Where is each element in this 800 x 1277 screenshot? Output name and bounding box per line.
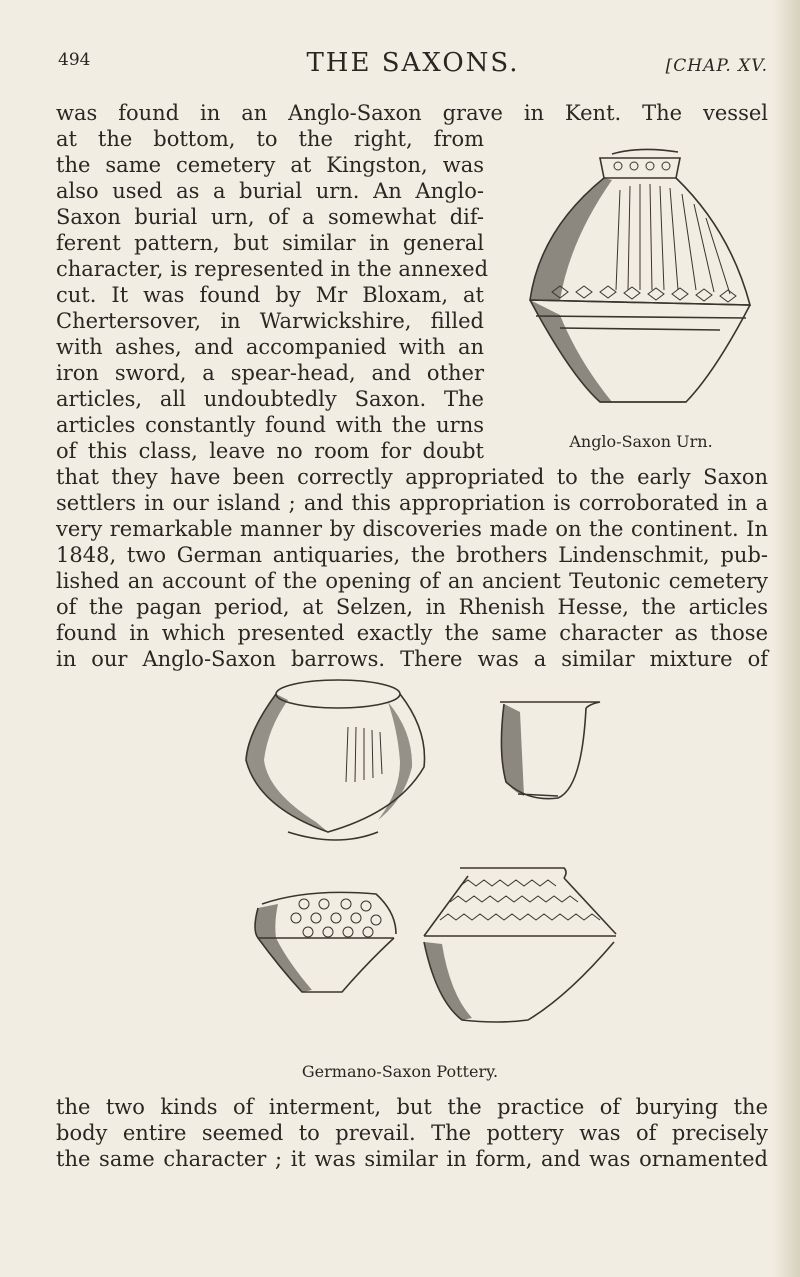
text-line: 1848, two German antiquaries, the brothers Lindenschmit, pub- — [56, 543, 768, 567]
anglo-saxon-urn-illustration — [500, 140, 780, 425]
text-line: with ashes, and accompanied with an — [56, 335, 484, 359]
text-line: very remarkable manner by discoveries made on the continent. In — [56, 517, 768, 541]
urn-caption: Anglo-Saxon Urn. — [569, 432, 713, 451]
running-title: THE SAXONS. — [306, 48, 520, 78]
text-line: articles constantly found with the urns — [56, 413, 484, 437]
text-line: was found in an Anglo-Saxon grave in Kent. The vessel — [56, 101, 768, 125]
pottery-caption: Germano-Saxon Pottery. — [301, 1062, 499, 1081]
text-line: ferent pattern, but similar in general — [56, 231, 484, 255]
text-line: of the pagan period, at Selzen, in Rhenish Hesse, the articles — [56, 595, 768, 619]
text-line: in our Anglo-Saxon barrows. There was a similar mixture of — [56, 647, 768, 671]
text-line: Saxon burial urn, of a somewhat dif- — [56, 205, 484, 229]
text-line: character, is represented in the annexed — [56, 257, 489, 281]
chapter-label: [CHAP. XV. — [665, 56, 768, 76]
text-line: iron sword, a spear-head, and other — [56, 361, 484, 385]
page-number: 494 — [58, 50, 91, 70]
running-header — [58, 46, 768, 86]
text-line: the same cemetery at Kingston, was — [56, 153, 484, 177]
text-line: at the bottom, to the right, from — [56, 127, 484, 151]
text-line: the two kinds of interment, but the practice of burying the — [56, 1095, 768, 1119]
text-line: that they have been correctly appropriated to the early Saxon — [56, 465, 768, 489]
germano-saxon-pottery-illustration — [228, 672, 648, 1050]
text-line: cut. It was found by Mr Bloxam, at — [56, 283, 484, 307]
text-line: found in which presented exactly the same character as those — [56, 621, 768, 645]
text-line: of this class, leave no room for doubt — [56, 439, 484, 463]
text-line: articles, all undoubtedly Saxon. The — [56, 387, 484, 411]
text-line: lished an account of the opening of an ancient Teutonic cemetery — [56, 569, 768, 593]
text-line: the same character ; it was similar in form, and was ornamented — [56, 1147, 768, 1171]
text-line: Chertersover, in Warwickshire, filled — [56, 309, 484, 333]
text-line: also used as a burial urn. An Anglo- — [56, 179, 484, 203]
text-line: settlers in our island ; and this appropriation is corroborated in a — [56, 491, 768, 515]
text-line: body entire seemed to prevail. The pottery was of precisely — [56, 1121, 768, 1145]
